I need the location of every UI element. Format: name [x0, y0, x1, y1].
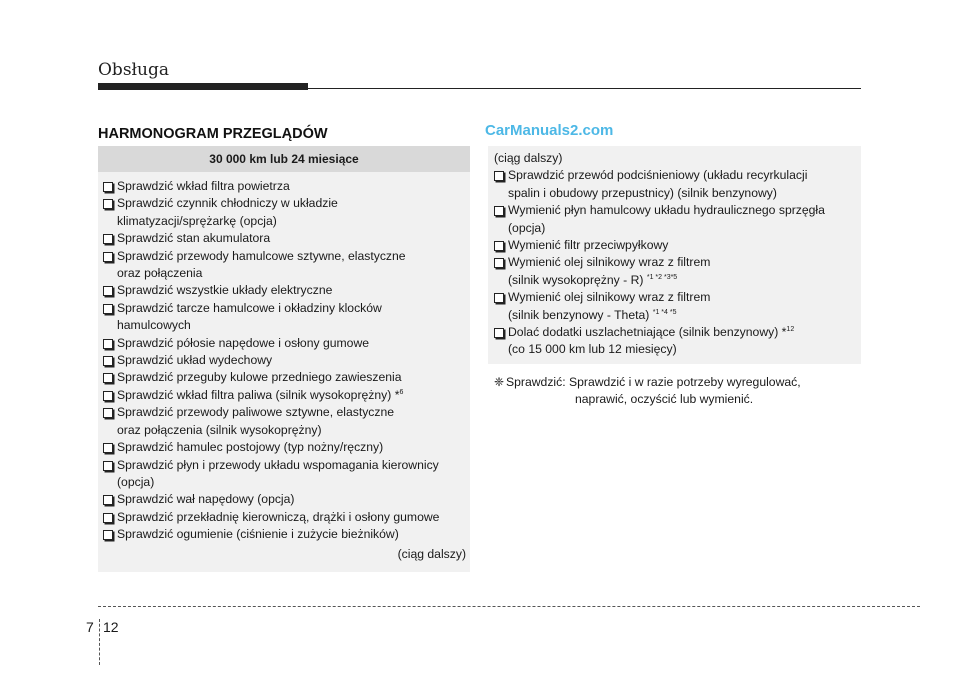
checkbox-icon: [103, 252, 113, 262]
item-line: (opcja): [508, 220, 546, 235]
item-line: Wymienić olej silnikowy wraz z filtrem: [508, 290, 711, 305]
item-text: [117, 369, 466, 386]
checklist-item: [103, 491, 466, 508]
item-line: oraz połączenia (silnik wysokoprężny): [117, 422, 322, 437]
item-line: Wymienić filtr przeciwpyłkowy: [508, 238, 669, 253]
right-item-list: [494, 167, 857, 358]
checkbox-icon: [103, 234, 113, 244]
checklist-item: [103, 178, 466, 195]
item-line: Sprawdzić płyn i przewody układu wspomagania kierownicy: [117, 457, 439, 472]
item-line: Sprawdzić wkład filtra paliwa (silnik wysokoprężny) *: [117, 387, 400, 402]
item-line: Sprawdzić hamulec postojowy (typ nożny/ręczny): [117, 440, 384, 455]
chapter-number: 7: [86, 619, 94, 635]
item-text: [117, 474, 466, 491]
item-text: [117, 317, 466, 334]
item-text: [117, 335, 466, 352]
checklist-item: [103, 439, 466, 456]
checkbox-icon: [103, 513, 113, 523]
checkbox-icon: [103, 182, 113, 192]
footnote-ref: 12: [786, 326, 795, 333]
checkbox-icon: [494, 206, 504, 216]
checklist-item: [103, 526, 466, 543]
note-line1: Sprawdzić: Sprawdzić i w razie potrzeby wyregulować,: [506, 375, 801, 389]
item-line: (silnik wysokoprężny - R): [508, 272, 647, 287]
checkbox-icon: [494, 293, 504, 303]
continued-label: (ciąg dalszy): [494, 151, 563, 165]
checkbox-icon: [103, 408, 113, 418]
checklist-item: [103, 195, 466, 230]
checkbox-icon: [103, 356, 113, 366]
item-text: [117, 509, 466, 526]
item-text: [508, 341, 857, 358]
item-line: Sprawdzić przewody paliwowe sztywne, elastyczne: [117, 405, 395, 420]
item-text: [117, 387, 466, 404]
checkbox-icon: [103, 199, 113, 209]
item-text: [117, 422, 466, 439]
checklist-item: [103, 230, 466, 247]
item-line: Sprawdzić wał napędowy (opcja): [117, 492, 295, 507]
item-line: Sprawdzić przeguby kulowe przedniego zawieszenia: [117, 370, 402, 385]
item-text: [508, 307, 857, 324]
header-title: Obsługa: [98, 60, 170, 80]
checkbox-icon: [103, 495, 113, 505]
checklist-item: [103, 457, 466, 492]
item-line: Wymienić olej silnikowy wraz z filtrem: [508, 255, 711, 270]
item-line: (silnik benzynowy - Theta): [508, 307, 653, 322]
item-text: [117, 404, 466, 421]
footnote-ref: *1 *4 *5: [652, 308, 677, 316]
item-line: Sprawdzić wkład filtra powietrza: [117, 179, 290, 193]
note-mark-icon: ❈: [494, 375, 505, 389]
checklist-item: [494, 289, 857, 324]
item-line: Sprawdzić układ wydechowy: [117, 353, 273, 368]
item-text: [508, 220, 857, 237]
footer-rule: [98, 606, 920, 607]
left-item-list: [98, 172, 470, 544]
checklist-item: [494, 202, 857, 237]
item-line: Sprawdzić wszystkie układy elektryczne: [117, 283, 333, 298]
checklist-item: [494, 167, 857, 202]
page-number: 12: [103, 619, 119, 635]
left-panel: [98, 146, 470, 572]
item-text: [117, 352, 466, 369]
checklist-item: [103, 404, 466, 439]
checkbox-icon: [103, 339, 113, 349]
item-text: [117, 457, 466, 474]
item-line: Dolać dodatki uszlachetniające (silnik benzynowy) *: [508, 325, 787, 340]
item-line: Sprawdzić czynnik chłodniczy w układzie: [117, 196, 338, 211]
checkbox-icon: [494, 171, 504, 181]
item-line: spalin i obudowy przepustnicy) (silnik benzynowy): [508, 185, 777, 200]
checklist-item: [103, 369, 466, 386]
item-text: [508, 254, 857, 271]
checkbox-icon: [103, 443, 113, 453]
item-text: [508, 167, 857, 184]
checkbox-icon: [103, 373, 113, 383]
item-text: [117, 282, 466, 299]
item-line: Wymienić płyn hamulcowy układu hydraulicznego sprzęgła: [508, 203, 825, 218]
checklist-item: [103, 387, 466, 404]
note-line2: naprawić, oczyścić lub wymienić.: [575, 392, 754, 407]
checkbox-icon: [103, 530, 113, 540]
interval-heading: 30 000 km lub 24 miesiące: [98, 146, 470, 172]
footnote-ref: *1 *2 *3*5: [646, 273, 678, 281]
item-line: oraz połączenia: [117, 266, 203, 281]
item-text: [117, 195, 466, 212]
continued-label: (ciąg dalszy): [397, 546, 466, 561]
item-line: Sprawdzić tarcze hamulcowe i okładziny klocków: [117, 300, 382, 315]
item-text: [117, 439, 466, 456]
item-text: [117, 491, 466, 508]
item-text: [508, 185, 857, 202]
item-text: [508, 202, 857, 219]
item-line: Sprawdzić przewody hamulcowe sztywne, elastyczne: [117, 248, 406, 263]
item-text: [117, 178, 466, 195]
item-text: [117, 248, 466, 265]
checkbox-icon: [103, 286, 113, 296]
checklist-item: [103, 248, 466, 283]
checkbox-icon: [103, 304, 113, 314]
item-line: hamulcowych: [117, 318, 191, 333]
checklist-item: [103, 282, 466, 299]
checkbox-icon: [494, 328, 504, 338]
checklist-item: [103, 352, 466, 369]
watermark: CarManuals2.com: [485, 122, 614, 139]
item-line: Sprawdzić przekładnię kierowniczą, drążki i osłony gumowe: [117, 509, 440, 524]
header-thin-rule: [98, 88, 861, 89]
item-text: [508, 289, 857, 306]
item-line: Sprawdzić przewód podciśnieniowy (układu recyrkulacji: [508, 168, 808, 183]
item-line: Sprawdzić ogumienie (ciśnienie i zużycie bieżników): [117, 527, 399, 542]
checklist-item: [494, 237, 857, 254]
item-text: [117, 265, 466, 282]
item-text: [508, 237, 857, 254]
item-text: [508, 272, 857, 289]
checklist-item: [103, 335, 466, 352]
checklist-item: [494, 324, 857, 359]
item-text: [117, 526, 466, 543]
item-text: [117, 300, 466, 317]
checklist-item: [103, 509, 466, 526]
note: [494, 374, 860, 409]
footer-divider: [99, 619, 100, 665]
checkbox-icon: [103, 391, 113, 401]
item-text: [508, 324, 857, 341]
checkbox-icon: [103, 461, 113, 471]
item-line: (co 15 000 km lub 12 miesięcy): [508, 342, 677, 357]
item-line: (opcja): [117, 474, 155, 489]
checklist-item: [494, 254, 857, 289]
item-line: klimatyzacji/sprężarkę (opcja): [117, 213, 277, 228]
checkbox-icon: [494, 258, 504, 268]
right-panel: [488, 146, 861, 364]
item-text: [117, 213, 466, 230]
item-line: Sprawdzić stan akumulatora: [117, 231, 271, 246]
footnote-ref: 6: [399, 388, 404, 396]
item-line: Sprawdzić półosie napędowe i osłony gumowe: [117, 335, 370, 350]
section-title: HARMONOGRAM PRZEGLĄDÓW: [98, 126, 328, 142]
item-text: [117, 230, 466, 247]
checklist-item: [103, 300, 466, 335]
checkbox-icon: [494, 241, 504, 251]
